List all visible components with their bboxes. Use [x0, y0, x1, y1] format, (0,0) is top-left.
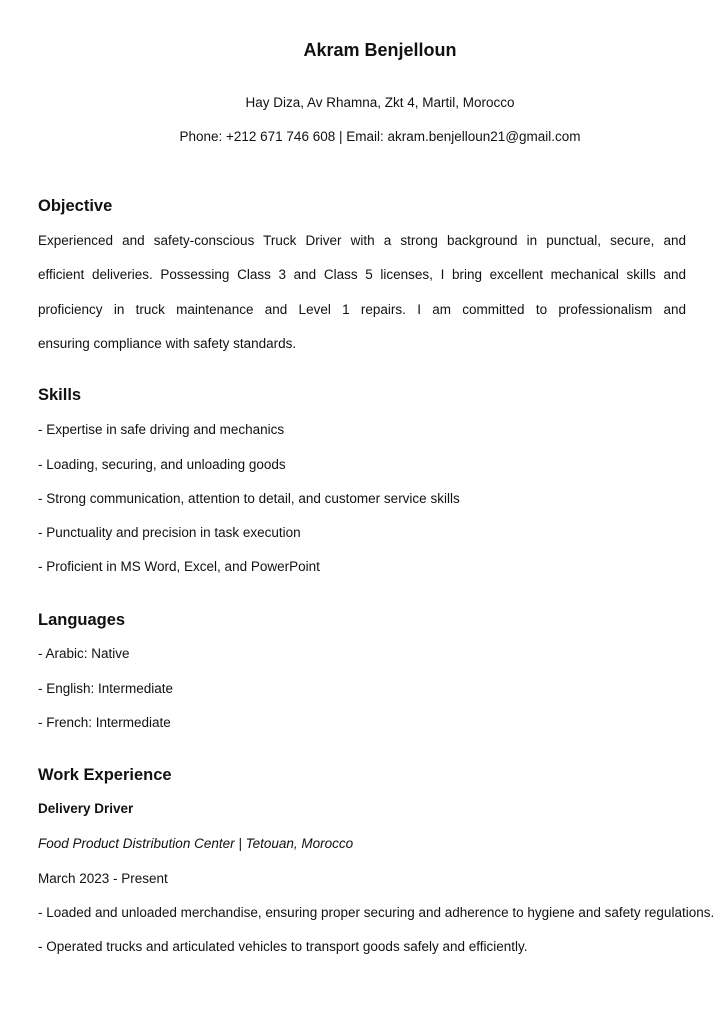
experience-heading: Work Experience [38, 766, 172, 784]
job-bullet: - Operated trucks and articulated vehicles to transport goods safely and efficiently. [38, 939, 528, 954]
address-line: Hay Diza, Av Rhamna, Zkt 4, Martil, Morocco [245, 95, 515, 110]
job-bullet: - Loaded and unloaded merchandise, ensuring proper securing and adherence to hygiene and safety regulations. [38, 905, 715, 920]
objective-line-4: ensuring compliance with safety standards. [38, 336, 297, 351]
languages-heading: Languages [38, 611, 126, 629]
objective-line-1: Experienced and safety-conscious Truck Driver with a strong background in punctual, secure, and [38, 233, 686, 248]
skill-item: - Proficient in MS Word, Excel, and PowerPoint [38, 559, 320, 574]
skill-item: - Strong communication, attention to detail, and customer service skills [38, 491, 460, 506]
candidate-name: Akram Benjelloun [303, 40, 457, 60]
job-company: Food Product Distribution Center | Tetouan, Morocco [38, 836, 354, 851]
contact-line: Phone: +212 671 746 608 | Email: akram.benjelloun21@gmail.com [179, 129, 581, 144]
objective-heading: Objective [38, 197, 113, 215]
skill-item: - Punctuality and precision in task execution [38, 525, 301, 540]
skills-heading: Skills [38, 386, 82, 404]
skill-item: - Expertise in safe driving and mechanics [38, 422, 285, 437]
language-item: - English: Intermediate [38, 681, 174, 696]
objective-line-3: proficiency in truck maintenance and Level 1 repairs. I am committed to professionalism and [38, 302, 686, 317]
language-item: - French: Intermediate [38, 715, 171, 730]
skill-item: - Loading, securing, and unloading goods [38, 457, 286, 472]
language-item: - Arabic: Native [38, 646, 130, 661]
objective-line-2: efficient deliveries. Possessing Class 3 and Class 5 licenses, I bring excellent mechanical skills and [38, 267, 686, 282]
job-title: Delivery Driver [38, 801, 134, 816]
job-dates: March 2023 - Present [38, 871, 168, 886]
